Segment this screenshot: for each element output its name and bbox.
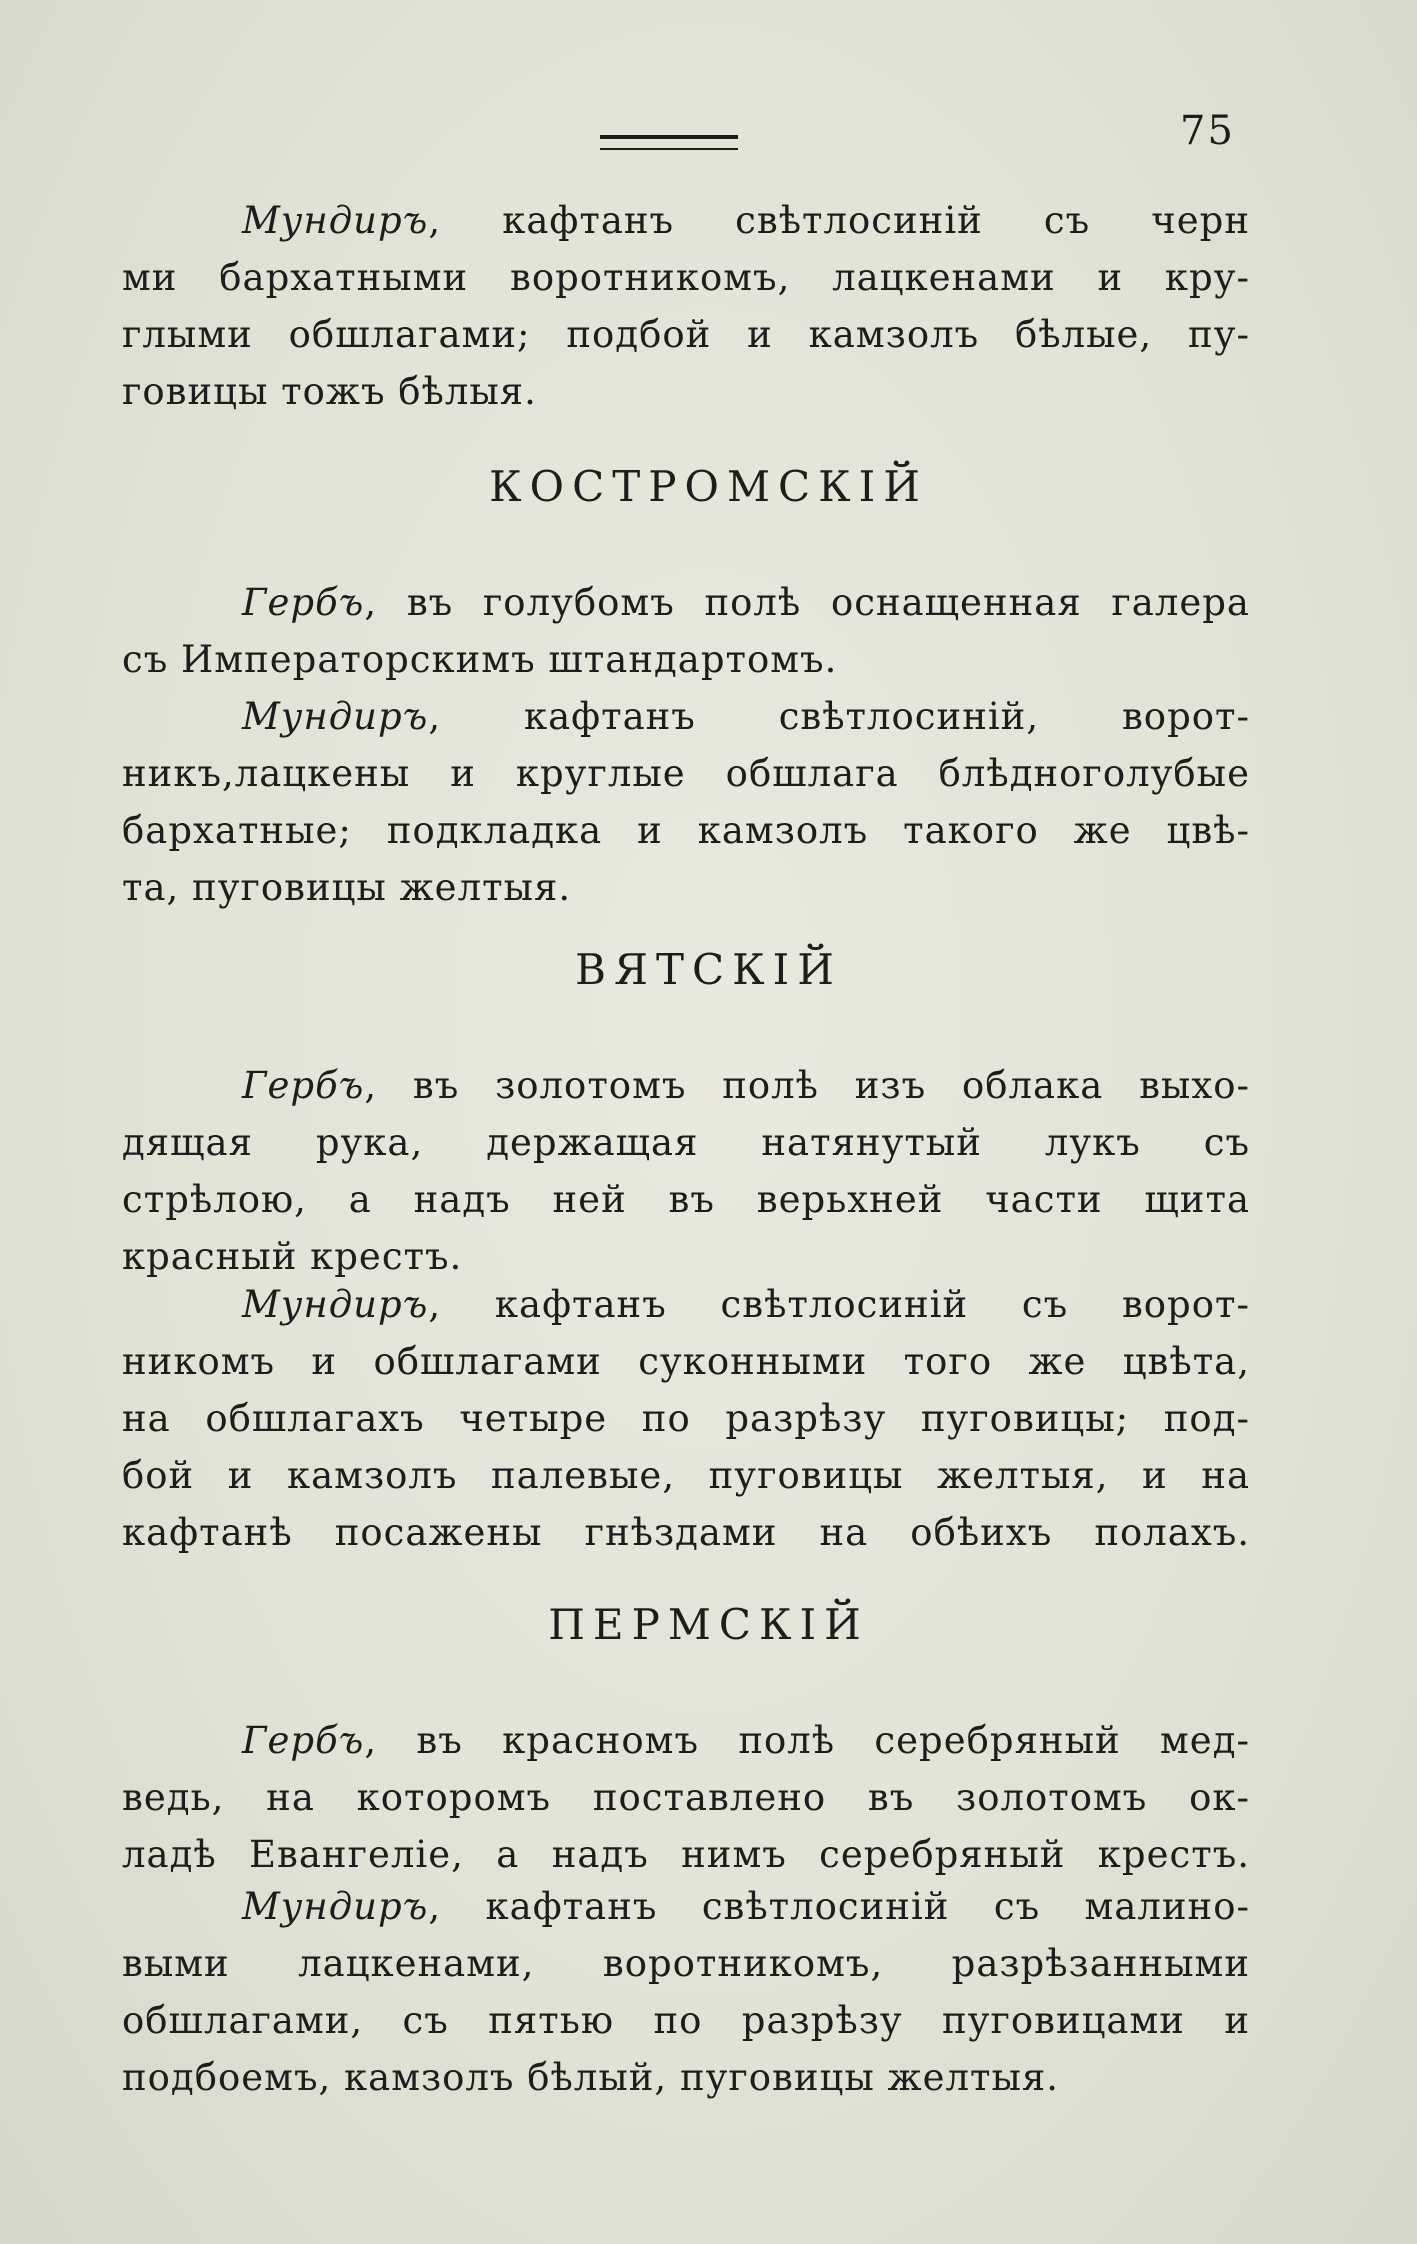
paragraph-arms-kostroma: [122, 574, 1250, 688]
paragraph-lead: Гербъ: [242, 581, 365, 624]
header-rule: [600, 135, 738, 150]
paragraph-uniform-perm: [122, 1878, 1250, 2106]
paragraph-uniform-continued: [122, 192, 1250, 420]
text-line: на обшлагахъ четыре по разрѣзу пуговицы; под-: [122, 1397, 1250, 1440]
text-line: ладѣ Евангеліе, а надъ нимъ серебряный крестъ.: [122, 1833, 1250, 1876]
text-line: [122, 688, 1250, 745]
text-line: [122, 1712, 1250, 1769]
text-line: [122, 192, 1250, 249]
paragraph-uniform-vyatka: [122, 1276, 1250, 1561]
paragraph-lead: Гербъ: [242, 1064, 365, 1107]
text-line: никъ,лацкены и круглые обшлага блѣдноголубые: [122, 752, 1250, 795]
text-line: [122, 1276, 1250, 1333]
paragraph-uniform-kostroma: [122, 688, 1250, 916]
paragraph-lead: Мундиръ: [242, 199, 429, 242]
text-line: никомъ и обшлагами суконными того же цвѣта,: [122, 1340, 1250, 1383]
text-line: бархатные; подкладка и камзолъ такого же цвѣ-: [122, 809, 1250, 852]
text-line: ми бархатными воротникомъ, лацкенами и кру-: [122, 256, 1250, 299]
text-line: выми лацкенами, воротникомъ, разрѣзанными: [122, 1942, 1250, 1985]
text-line: [122, 1878, 1250, 1935]
paragraph-first-line: , кафтанъ свѣтлосиній, ворот-: [428, 695, 1250, 738]
paragraph-first-line: , въ голубомъ полѣ оснащенная галера: [364, 581, 1250, 624]
paragraph-first-line: , кафтанъ свѣтлосиній съ ворот-: [428, 1283, 1250, 1326]
page-number: 75: [1180, 108, 1235, 154]
text-line: съ Императорскимъ штандартомъ.: [122, 638, 838, 681]
paragraph-lead: Гербъ: [242, 1719, 365, 1762]
paragraph-lead: Мундиръ: [242, 695, 429, 738]
paragraph-lead: Мундиръ: [242, 1885, 429, 1928]
text-line: [122, 1057, 1250, 1114]
text-line: дящая рука, держащая натянутый лукъ съ: [122, 1121, 1250, 1164]
text-line: глыми обшлагами; подбой и камзолъ бѣлые, пу-: [122, 313, 1250, 356]
text-line: подбоемъ, камзолъ бѣлый, пуговицы желтыя.: [122, 2056, 1060, 2099]
text-line: говицы тожъ бѣлыя.: [122, 370, 537, 413]
text-line: красный крестъ.: [122, 1235, 463, 1278]
paragraph-arms-perm: [122, 1712, 1250, 1883]
text-line: обшлагами, съ пятью по разрѣзу пуговицами и: [122, 1999, 1250, 2042]
paragraph-first-line: , въ красномъ полѣ серебряный мед-: [364, 1719, 1250, 1762]
section-heading-vyatka: ВЯТСКІЙ: [575, 945, 842, 994]
paragraph-arms-vyatka: [122, 1057, 1250, 1285]
text-line: кафтанѣ посажены гнѣздами на обѣихъ полахъ.: [122, 1511, 1250, 1554]
section-heading-kostroma: КОСТРОМСКІЙ: [489, 462, 928, 511]
paragraph-first-line: , кафтанъ свѣтлосиній съ малино-: [428, 1885, 1250, 1928]
text-line: стрѣлою, а надъ ней въ верьхней части щита: [122, 1178, 1250, 1221]
text-line: та, пуговицы желтыя.: [122, 866, 572, 909]
section-heading-perm: ПЕРМСКІЙ: [548, 1600, 869, 1649]
text-line: ведь, на которомъ поставлено въ золотомъ ок-: [122, 1776, 1250, 1819]
paragraph-lead: Мундиръ: [242, 1283, 429, 1326]
text-line: [122, 574, 1250, 631]
paragraph-first-line: , въ золотомъ полѣ изъ облака выхо-: [364, 1064, 1250, 1107]
text-line: бой и камзолъ палевые, пуговицы желтыя, и на: [122, 1454, 1250, 1497]
paragraph-first-line: , кафтанъ свѣтлосиній съ черн: [428, 199, 1250, 242]
